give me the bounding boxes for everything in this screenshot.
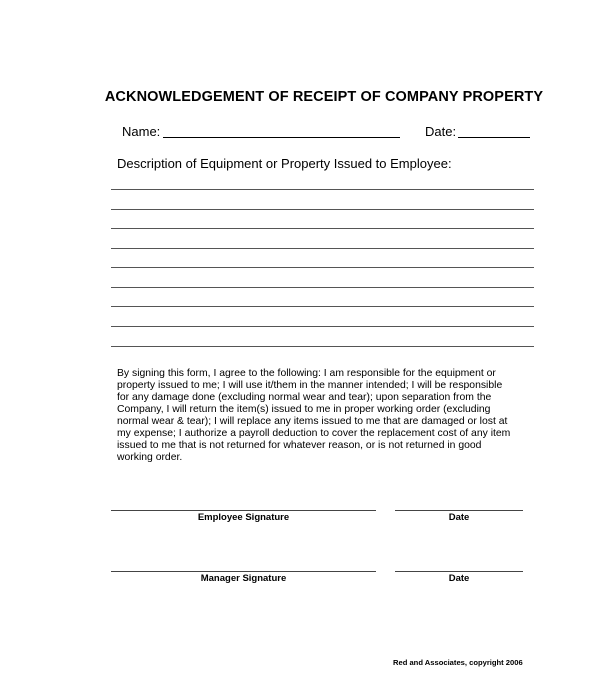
employee-signature-label: Employee Signature xyxy=(197,512,290,523)
form-title: ACKNOWLEDGEMENT OF RECEIPT OF COMPANY PROPERTY xyxy=(104,89,544,105)
agreement-line: property issued to me; I will use it/them in the manner intended; I will be responsible xyxy=(117,380,503,391)
agreement-line: working order. xyxy=(117,452,183,463)
date-field[interactable] xyxy=(458,137,530,138)
agreement-line: Company, I will return the item(s) issued to me in proper working order (excluding xyxy=(117,404,491,415)
manager-signature-label: Manager Signature xyxy=(200,573,287,584)
employee-signature-line[interactable] xyxy=(111,510,376,511)
description-line[interactable] xyxy=(111,209,534,210)
agreement-line: my expense; I authorize a payroll deduction to cover the replacement cost of any item xyxy=(117,428,511,439)
employee-date-line[interactable] xyxy=(395,510,523,511)
description-line[interactable] xyxy=(111,267,534,268)
agreement-paragraph xyxy=(117,368,537,464)
description-line[interactable] xyxy=(111,287,534,288)
description-label: Description of Equipment or Property Issued to Employee: xyxy=(117,156,452,171)
description-line[interactable] xyxy=(111,248,534,249)
manager-signature-line[interactable] xyxy=(111,571,376,572)
description-line[interactable] xyxy=(111,346,534,347)
agreement-line: for any damage done (excluding normal wear and tear); upon separation from the xyxy=(117,392,492,403)
description-line[interactable] xyxy=(111,326,534,327)
description-line[interactable] xyxy=(111,228,534,229)
employee-date-label: Date xyxy=(448,512,470,523)
date-label: Date: xyxy=(425,124,457,139)
description-line[interactable] xyxy=(111,189,534,190)
agreement-line: issued to me that is not returned for whatever reason, or is not returned in good xyxy=(117,440,482,451)
description-line[interactable] xyxy=(111,306,534,307)
copyright-footer: Red and Associates, copyright 2006 xyxy=(393,658,523,667)
name-label: Name: xyxy=(122,124,161,139)
agreement-line: By signing this form, I agree to the following: I am responsible for the equipment or xyxy=(117,368,496,379)
manager-date-label: Date xyxy=(448,573,470,584)
agreement-line: normal wear & tear); I will replace any items issued to me that are damaged or lost at xyxy=(117,416,508,427)
name-field[interactable] xyxy=(163,137,400,138)
manager-date-line[interactable] xyxy=(395,571,523,572)
